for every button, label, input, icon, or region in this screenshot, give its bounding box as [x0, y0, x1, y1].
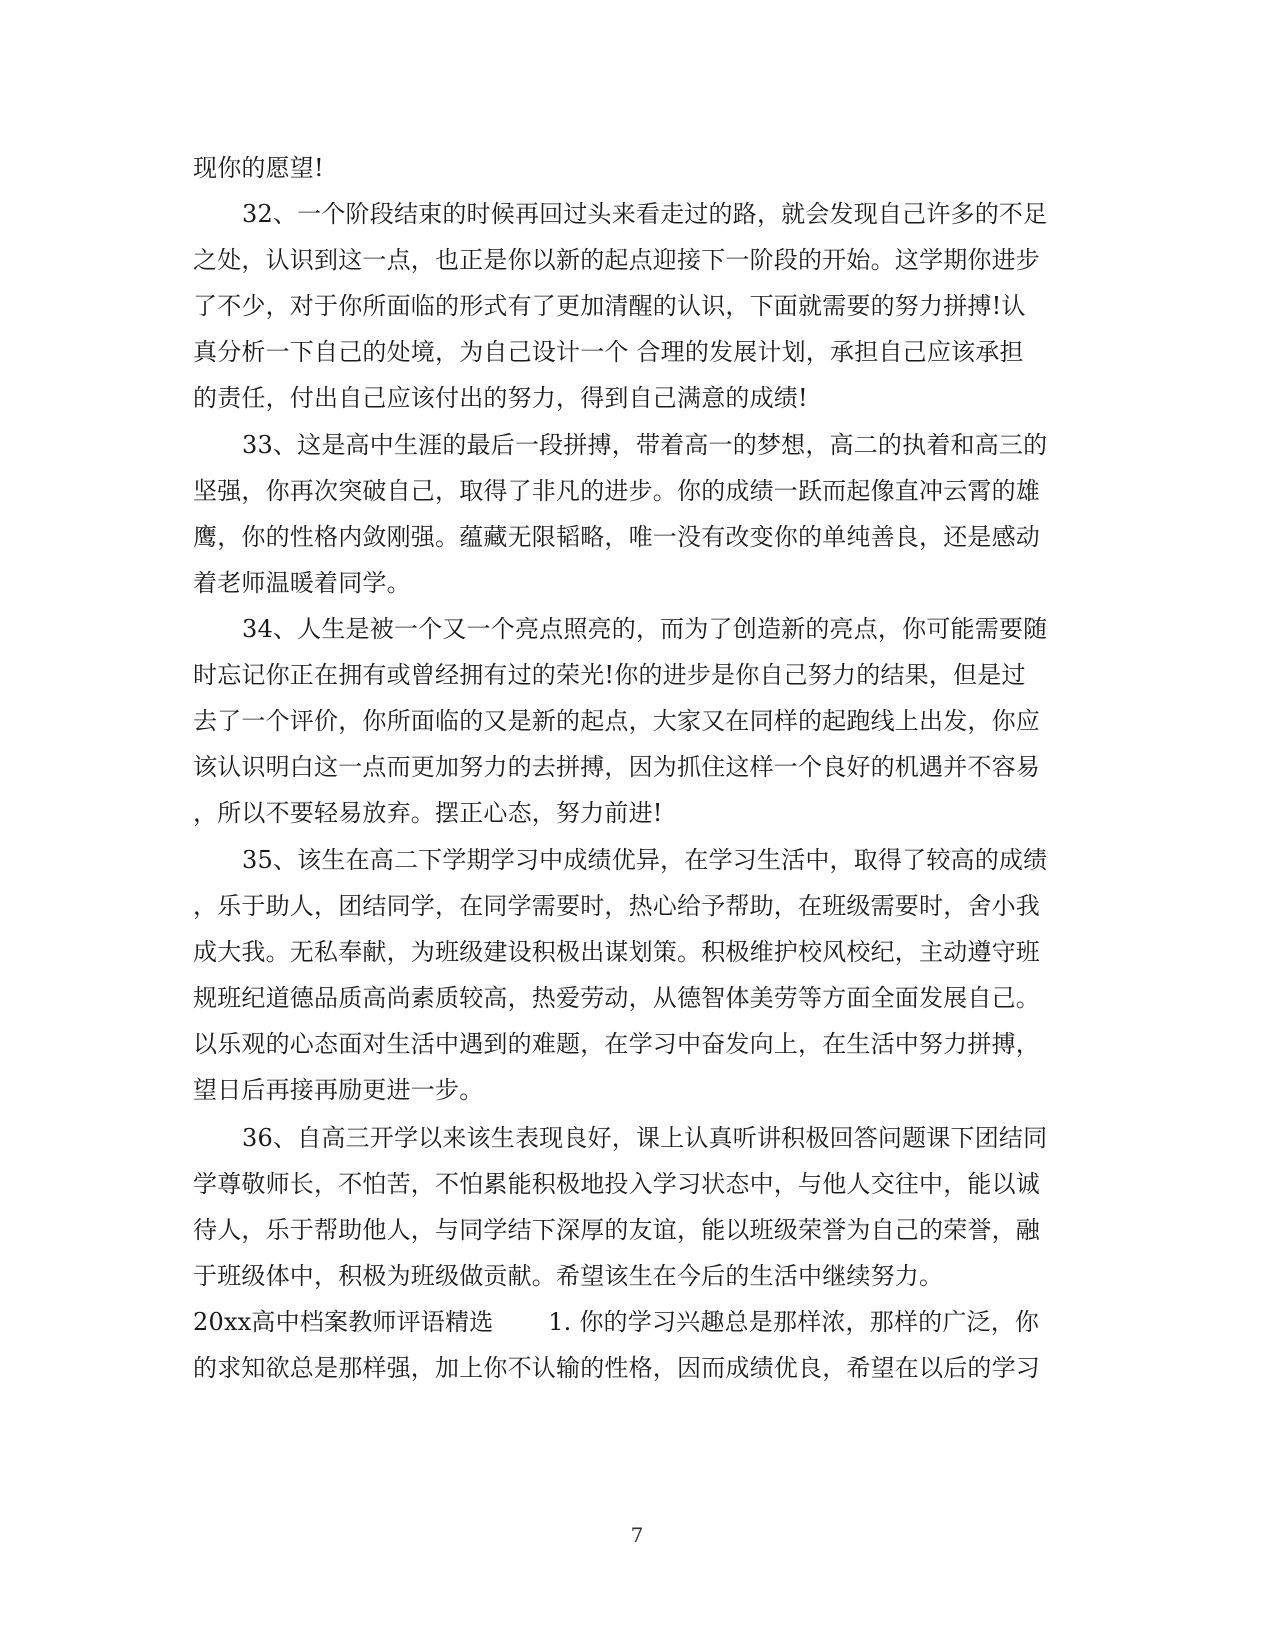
paragraph-35-line: 成大我。无私奉献，为班级建设积极出谋划策。积极维护校风校纪，主动遵守班	[193, 938, 1040, 966]
paragraph-34-line: 该认识明白这一点而更加努力的去拼搏，因为抓住这样一个良好的机遇并不容易	[193, 753, 1040, 781]
paragraph-34-line: 34、人生是被一个又一个亮点照亮的，而为了创造新的亮点，你可能需要随	[242, 615, 1048, 643]
paragraph-32-line: 32、一个阶段结束的时候再回过头来看走过的路，就会发现自己许多的不足	[242, 200, 1048, 228]
paragraph-33-line: 着老师温暖着同学。	[193, 569, 411, 597]
paragraph-36-line: 36、自高三开学以来该生表现良好，课上认真听讲积极回答问题课下团结同	[242, 1124, 1048, 1152]
paragraph-1-line: 的求知欲总是那样强，加上你不认输的性格，因而成绩优良，希望在以后的学习	[193, 1354, 1040, 1382]
paragraph-36-line: 学尊敬师长，不怕苦，不怕累能积极地投入学习状态中，与他人交往中，能以诚	[193, 1170, 1040, 1198]
paragraph-35-line: ，乐于助人，团结同学，在同学需要时，热心给予帮助，在班级需要时，舍小我	[193, 892, 1040, 920]
paragraph-32-line: 之处，认识到这一点，也正是你以新的起点迎接下一阶段的开始。这学期你进步	[193, 246, 1040, 274]
paragraph-35-line: 以乐观的心态面对生活中遇到的难题，在学习中奋发向上，在生活中努力拼搏，	[193, 1030, 1040, 1058]
paragraph-34-line: ，所以不要轻易放弃。摆正心态，努力前进!	[193, 799, 663, 827]
paragraph-36-line: 待人，乐于帮助他人，与同学结下深厚的友谊，能以班级荣誉为自己的荣誉，融	[193, 1216, 1040, 1244]
paragraph-35-line: 35、该生在高二下学期学习中成绩优异，在学习生活中，取得了较高的成绩	[242, 846, 1048, 874]
paragraph-34-line: 去了一个评价，你所面临的又是新的起点，大家又在同样的起跑线上出发，你应	[193, 707, 1040, 735]
paragraph-35-line: 规班纪道德品质高尚素质较高，热爱劳动，从德智体美劳等方面全面发展自己。	[193, 984, 1040, 1012]
paragraph-35-line: 望日后再接再励更进一步。	[193, 1076, 484, 1104]
section-heading-line: 20xx高中档案教师评语精选 1. 你的学习兴趣总是那样浓，那样的广泛，你	[193, 1308, 1040, 1336]
paragraph-36-line: 于班级体中，积极为班级做贡献。希望该生在今后的生活中继续努力。	[193, 1262, 944, 1290]
paragraph-33-line: 33、这是高中生涯的最后一段拼搏，带着高一的梦想，高二的执着和高三的	[242, 431, 1048, 459]
text-line: 现你的愿望!	[193, 154, 324, 182]
paragraph-32-line: 了不少，对于你所面临的形式有了更加清醒的认识，下面就需要的努力拼搏!认	[193, 292, 1026, 320]
paragraph-33-line: 坚强，你再次突破自己，取得了非凡的进步。你的成绩一跃而起像直冲云霄的雄	[193, 477, 1040, 505]
paragraph-32-line: 的责任，付出自己应该付出的努力，得到自己满意的成绩!	[193, 384, 808, 412]
paragraph-32-line: 真分析一下自己的处境，为自己设计一个 合理的发展计划，承担自己应该承担	[193, 338, 1024, 366]
paragraph-34-line: 时忘记你正在拥有或曾经拥有过的荣光!你的进步是你自己努力的结果，但是过	[193, 661, 1026, 689]
paragraph-33-line: 鹰，你的性格内敛刚强。蕴藏无限韬略，唯一没有改变你的单纯善良，还是感动	[193, 523, 1040, 551]
page-number: 7	[630, 1523, 644, 1547]
